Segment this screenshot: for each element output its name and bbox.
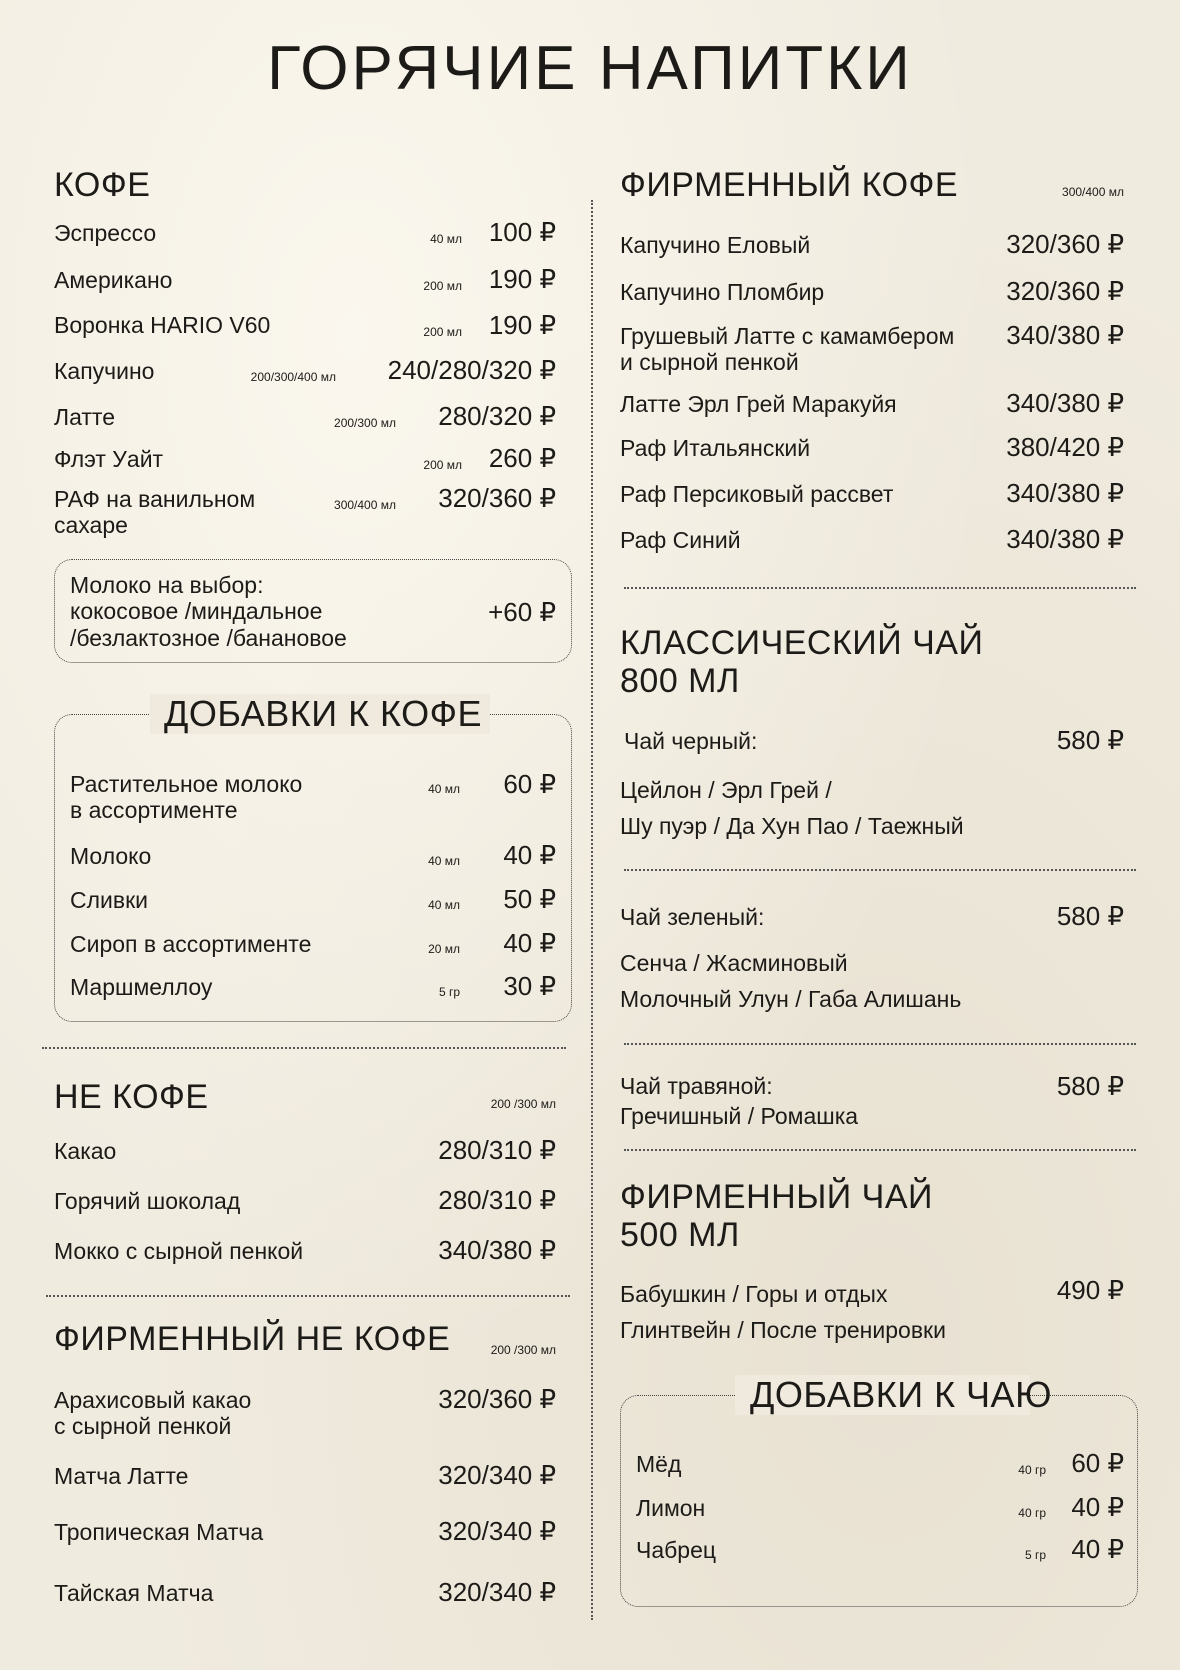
coffee-addon-volume: 40 мл xyxy=(428,782,460,796)
signature-coffee-heading: ФИРМЕННЫЙ КОФЕ xyxy=(620,166,959,204)
milk-options-line: Молоко на выбор: xyxy=(70,572,264,598)
coffee-item-name: Эспрессо xyxy=(54,220,157,246)
black-tea-varieties xyxy=(620,773,964,844)
signature-not-coffee-item-name-line: Арахисовый какао xyxy=(54,1387,252,1413)
herbal-tea-price: 580 ₽ xyxy=(1056,1071,1124,1101)
coffee-addon-volume: 20 мл xyxy=(428,942,460,956)
coffee-item-name: Американо xyxy=(54,267,173,293)
signature-coffee-item-price: 380/420 ₽ xyxy=(1006,432,1124,462)
signature-tea-varieties-line: Бабушкин / Горы и отдых xyxy=(620,1281,888,1307)
coffee-item-price: 100 ₽ xyxy=(488,217,556,247)
signature-not-coffee-item-name xyxy=(54,1387,251,1440)
signature-tea-varieties-line: Глинтвейн / После тренировки xyxy=(620,1316,946,1343)
signature-tea-heading-line: ФИРМЕННЫЙ ЧАЙ xyxy=(620,1178,933,1216)
column-divider xyxy=(591,200,593,1620)
signature-not-coffee-item-price: 320/360 ₽ xyxy=(438,1384,556,1414)
green-tea-varieties-line: Сенча / Жасминовый xyxy=(620,950,848,976)
classic-tea-heading-line: КЛАССИЧЕСКИЙ ЧАЙ xyxy=(620,624,984,662)
coffee-item-price: 190 ₽ xyxy=(488,264,556,294)
green-tea-price: 580 ₽ xyxy=(1056,901,1124,931)
coffee-item-volume: 200/300/400 мл xyxy=(250,370,336,384)
tea-addon-name: Чабрец xyxy=(636,1537,717,1563)
coffee-item-volume: 200 мл xyxy=(423,279,462,293)
not-coffee-item-price: 280/310 ₽ xyxy=(438,1185,556,1215)
tea-addon-name: Мёд xyxy=(636,1451,682,1477)
coffee-addon-name: Сливки xyxy=(70,887,149,913)
not-coffee-item-price: 340/380 ₽ xyxy=(438,1235,556,1265)
coffee-addon-name-line: Растительное молоко xyxy=(70,771,303,797)
coffee-item-name: Воронка HARIO V60 xyxy=(54,312,271,338)
coffee-item-price: 320/360 ₽ xyxy=(438,483,556,513)
coffee-item-volume: 200 мл xyxy=(423,458,462,472)
signature-not-coffee-item-name: Матча Латте xyxy=(54,1463,189,1489)
milk-options-price: +60 ₽ xyxy=(488,597,556,627)
signature-coffee-item-price: 340/380 ₽ xyxy=(1006,478,1124,508)
signature-coffee-item-price: 340/380 ₽ xyxy=(1006,524,1124,554)
tea-addon-price: 40 ₽ xyxy=(1071,1534,1124,1564)
not-coffee-volume: 200 /300 мл xyxy=(490,1097,556,1111)
section-divider xyxy=(42,1047,566,1049)
tea-addon-volume: 5 гр xyxy=(1024,1548,1046,1562)
herbal-tea-label: Чай травяной: xyxy=(620,1073,773,1099)
coffee-addon-price: 40 ₽ xyxy=(503,928,556,958)
coffee-item-price: 190 ₽ xyxy=(488,310,556,340)
herbal-tea xyxy=(620,1072,858,1132)
black-tea-varieties-line: Шу пуэр / Да Хун Пао / Таежный xyxy=(620,812,964,839)
coffee-addon-volume: 40 мл xyxy=(428,898,460,912)
signature-not-coffee-item-name: Тропическая Матча xyxy=(54,1519,264,1545)
coffee-addons-heading: ДОБАВКИ К КОФЕ xyxy=(164,693,483,734)
classic-tea-heading xyxy=(620,624,983,700)
tea-addon-volume: 40 гр xyxy=(1018,1463,1046,1477)
coffee-item-name: Флэт Уайт xyxy=(54,446,164,472)
coffee-item-price: 260 ₽ xyxy=(488,443,556,473)
signature-tea-heading-line: 500 МЛ xyxy=(620,1216,740,1255)
not-coffee-heading: НЕ КОФЕ xyxy=(54,1078,209,1116)
section-divider xyxy=(46,1295,570,1297)
coffee-addon-name-line: в ассортименте xyxy=(70,797,238,824)
tea-addons-heading: ДОБАВКИ К ЧАЮ xyxy=(750,1374,1052,1415)
signature-coffee-item-name: Раф Персиковый рассвет xyxy=(620,481,894,507)
coffee-addon-volume: 5 гр xyxy=(438,985,460,999)
section-divider xyxy=(624,1043,1136,1045)
signature-not-coffee-heading: ФИРМЕННЫЙ НЕ КОФЕ xyxy=(54,1320,451,1358)
not-coffee-item-price: 280/310 ₽ xyxy=(438,1135,556,1165)
section-divider xyxy=(624,869,1136,871)
not-coffee-item-name: Горячий шоколад xyxy=(54,1188,241,1214)
coffee-addon-price: 30 ₽ xyxy=(503,971,556,1001)
section-divider xyxy=(624,587,1136,589)
signature-not-coffee-item-price: 320/340 ₽ xyxy=(438,1460,556,1490)
not-coffee-item-name: Какао xyxy=(54,1138,117,1164)
tea-addon-name: Лимон xyxy=(636,1495,706,1521)
milk-options-line: /безлактозное /банановое xyxy=(70,624,347,651)
coffee-addon-name: Молоко xyxy=(70,843,152,869)
signature-coffee-item-name: Капучино Пломбир xyxy=(620,279,825,305)
coffee-addon-price: 50 ₽ xyxy=(503,884,556,914)
black-tea-label: Чай черный: xyxy=(624,728,758,754)
page-title: ГОРЯЧИЕ НАПИТКИ xyxy=(267,34,913,103)
signature-not-coffee-volume: 200 /300 мл xyxy=(490,1343,556,1357)
signature-coffee-item-name: Капучино Еловый xyxy=(620,232,811,258)
milk-options-text xyxy=(70,572,347,651)
not-coffee-item-name: Мокко с сырной пенкой xyxy=(54,1238,304,1264)
signature-not-coffee-item-name: Тайская Матча xyxy=(54,1580,214,1606)
green-tea-varieties-line: Молочный Улун / Габа Алишань xyxy=(620,985,962,1012)
coffee-item-name xyxy=(54,486,255,539)
coffee-item-price: 280/320 ₽ xyxy=(438,401,556,431)
signature-coffee-item-price: 340/380 ₽ xyxy=(1006,320,1124,350)
coffee-item-volume: 200 мл xyxy=(423,325,462,339)
coffee-addon-volume: 40 мл xyxy=(428,854,460,868)
tea-addon-price: 60 ₽ xyxy=(1071,1448,1124,1478)
signature-coffee-item-price: 340/380 ₽ xyxy=(1006,388,1124,418)
green-tea-varieties xyxy=(620,946,961,1017)
coffee-item-volume: 40 мл xyxy=(430,232,462,246)
coffee-item-name: Латте xyxy=(54,404,115,430)
signature-coffee-item-name: Латте Эрл Грей Маракуйя xyxy=(620,391,897,417)
black-tea-varieties-line: Цейлон / Эрл Грей / xyxy=(620,777,832,803)
signature-not-coffee-item-price: 320/340 ₽ xyxy=(438,1516,556,1546)
signature-coffee-item-name: Раф Синий xyxy=(620,527,741,553)
signature-coffee-item-name xyxy=(620,323,954,376)
signature-coffee-item-name-line: Грушевый Латте с камамбером xyxy=(620,323,955,349)
coffee-addon-name: Маршмеллоу xyxy=(70,974,213,1000)
coffee-addon-name: Сироп в ассортименте xyxy=(70,931,312,957)
section-divider xyxy=(624,1149,1136,1151)
coffee-item-name-line: РАФ на ванильном xyxy=(54,486,256,512)
coffee-heading: КОФЕ xyxy=(54,166,151,204)
signature-not-coffee-item-name-line: с сырной пенкой xyxy=(54,1413,232,1440)
herbal-tea-varieties-line: Гречишный / Ромашка xyxy=(620,1102,859,1129)
coffee-item-name-line: сахаре xyxy=(54,512,128,539)
signature-coffee-item-price: 320/360 ₽ xyxy=(1006,229,1124,259)
coffee-item-price: 240/280/320 ₽ xyxy=(387,355,556,385)
coffee-item-volume: 300/400 мл xyxy=(334,498,396,512)
coffee-item-volume: 200/300 мл xyxy=(334,416,396,430)
signature-coffee-item-name: Раф Итальянский xyxy=(620,435,811,461)
milk-options-line: кокосовое /миндальное xyxy=(70,598,323,625)
signature-tea-varieties xyxy=(620,1277,946,1348)
signature-tea-price: 490 ₽ xyxy=(1056,1275,1124,1305)
coffee-item-name: Капучино xyxy=(54,358,155,384)
coffee-addon-price: 60 ₽ xyxy=(503,769,556,799)
coffee-addon-name xyxy=(70,771,302,824)
signature-not-coffee-item-price: 320/340 ₽ xyxy=(438,1577,556,1607)
black-tea-price: 580 ₽ xyxy=(1056,725,1124,755)
green-tea-label: Чай зеленый: xyxy=(620,904,765,930)
signature-coffee-item-price: 320/360 ₽ xyxy=(1006,276,1124,306)
coffee-addon-price: 40 ₽ xyxy=(503,840,556,870)
signature-tea-heading xyxy=(620,1178,933,1254)
signature-coffee-item-name-line: и сырной пенкой xyxy=(620,349,799,376)
signature-coffee-volume: 300/400 мл xyxy=(1062,185,1124,199)
classic-tea-heading-line: 800 МЛ xyxy=(620,662,740,701)
tea-addon-price: 40 ₽ xyxy=(1071,1492,1124,1522)
tea-addon-volume: 40 гр xyxy=(1018,1506,1046,1520)
